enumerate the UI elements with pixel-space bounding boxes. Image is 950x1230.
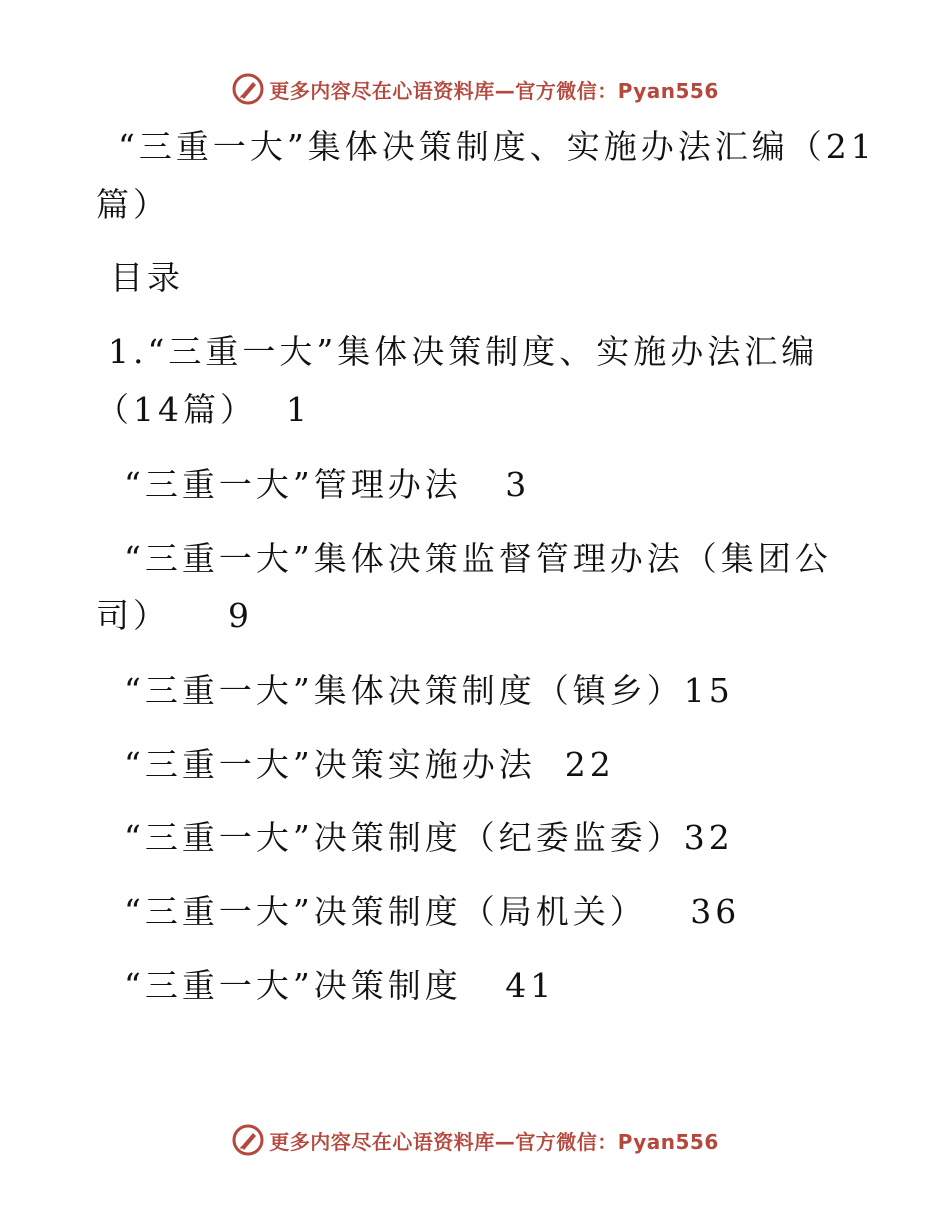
toc-heading: 目录 xyxy=(110,258,184,297)
toc-entry-1-line-1[interactable]: 1.“三重一大”集体决策制度、实施办法汇编 xyxy=(108,332,819,371)
toc-entry-7[interactable]: “三重一大”决策制度（局机关） 36 xyxy=(124,892,741,931)
watermark-text: 更多内容尽在心语资料库—官方微信：Pyan556 xyxy=(269,78,719,103)
pen-logo-icon xyxy=(231,1123,265,1157)
header-watermark-banner xyxy=(0,69,950,109)
watermark-text: 更多内容尽在心语资料库—官方微信：Pyan556 xyxy=(269,1129,719,1154)
footer-watermark-banner xyxy=(0,1120,950,1160)
document-title-line-1: “三重一大”集体决策制度、实施办法汇编（21 xyxy=(118,127,876,166)
toc-entry-4[interactable]: “三重一大”集体决策制度（镇乡）15 xyxy=(124,671,734,710)
toc-entry-8[interactable]: “三重一大”决策制度 41 xyxy=(124,966,556,1005)
toc-entry-2[interactable]: “三重一大”管理办法 3 xyxy=(124,465,531,504)
toc-entry-3-line-2[interactable]: 司） 9 xyxy=(96,596,253,635)
pen-logo-icon xyxy=(231,72,265,106)
toc-entry-6[interactable]: “三重一大”决策制度（纪委监委）32 xyxy=(124,818,734,857)
toc-entry-5[interactable]: “三重一大”决策实施办法 22 xyxy=(124,745,615,784)
document-title-line-2: 篇） xyxy=(96,185,170,224)
toc-entry-3-line-1[interactable]: “三重一大”集体决策监督管理办法（集团公 xyxy=(124,539,832,578)
toc-entry-1-line-2[interactable]: （14篇） 1 xyxy=(96,390,311,429)
